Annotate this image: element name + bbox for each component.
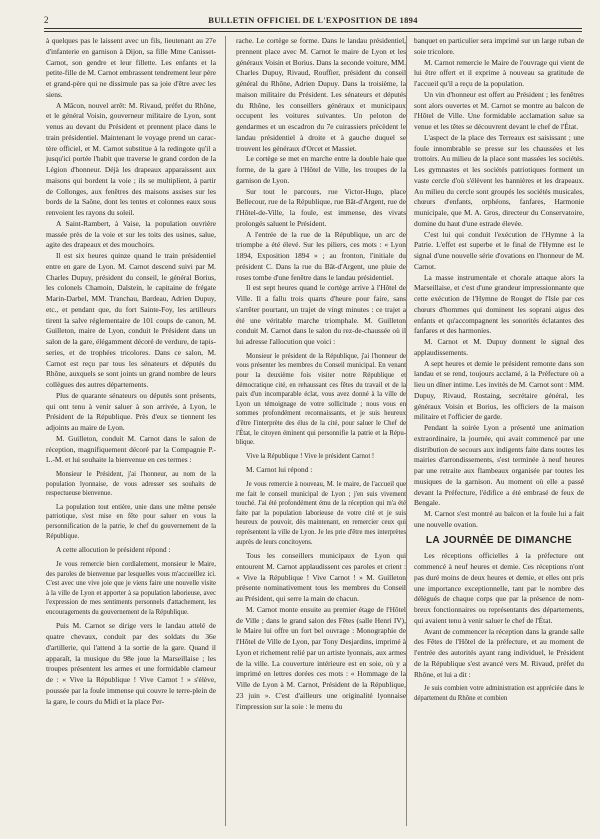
article-paragraph: M. Carnot remercie le Maire de l'ouvrage qui vient de lui être offert et il exprime à nouveau sa gratitude de l'accueil qu'il a reçu de la population. <box>414 57 584 88</box>
article-paragraph: Tous les conseillers municipaux de Lyon qui entourent M. Carnot applaudissent ces paroles et crient : « Vive la République ! Vive Carnot ! » M. Guilleton présente nominativement tous les membres du Conseil au Président, qui serre la main de chacun. <box>236 551 406 604</box>
bulletin-title: BULLETIN OFFICIEL DE L'EXPOSITION DE 1894 <box>208 15 418 25</box>
article-paragraph: Les réceptions officielles à la préfecture ont commencé à neuf heures et demie. Ces réceptions n'ont pas duré moins de deux heures et demie, et elles ont pris une importance exceptionnelle, tant par le nombre des délégués de chaque corps que par la présence de nombreux fonctionnaires ou représentants des départements, qui avaient tenu à venir saluer le chef de l'État. <box>414 551 584 625</box>
text-column-3 <box>414 36 584 826</box>
article-paragraph: Le cortège se met en marche entre la double haie que forme, de la gare à l'Hôtel de Ville, les troupes de la garnison de Lyon. <box>236 154 406 185</box>
article-paragraph: Il est sept heures quand le cortège arrive à l'Hôtel de Ville. Il a fallu trois quarts d'heure pour faire, sans s'arrêter pourtant, un trajet de vingt minutes : ce trajet a été une véritable marche triomphale. M. Guilleton conduit M. Carnot dans le salon du rez-de-chaussée où il lui adresse l'allocution que voici : <box>236 283 406 346</box>
column-divider <box>406 36 407 826</box>
article-paragraph: à quelques pas le laissent avec un fils, lieutenant au 27e d'infanterie en garnison à Dijon, sa fille Mme Canisset-Carnot, son gendre et leur fillette. Les enfants et la petite-fille de M. Carnot embrassent tendrement leur père et grand-père qui ne dissimule pas sa joie d'être avec les siens. <box>46 36 216 99</box>
article-paragraph: Pendant la soirée Lyon a présenté une animation extraordinaire, la journée, qui avait commencé par une distribution de secours aux indigents faite dans toutes les mairies d'arrondissements, s'est terminée à neuf heures par une retraite aux flambeaux organisée par toutes les musiques de la garnison. Au moment où elle a passé devant la Préfecture, l'édifice a été embrasé de feux de Bengale. <box>414 423 584 508</box>
section-heading: LA JOURNÉE DE DIMANCHE <box>425 534 573 546</box>
article-paragraph: A sept heures et demie le président remonte dans son landau et se rend, toujours acclamé, à la Préfecture où a lieu un dîner intime. Les invités de M. Carnot sont : MM. Dupuy, Rivaud, Rostaing, secrétaire général, les généraux Voisin et Borius, les officiers de la maison militaire et l'officier de garde. <box>414 358 584 422</box>
article-paragraph: M. Carnot s'est montré au balcon et la foule lui a fait une nouvelle ovation. <box>414 509 584 529</box>
article-paragraph: Avant de commencer la réception dans la grande salle des Fêtes de l'Hôtel de la préfecture, et au moment de l'entrée des autorités ayant rang individuel, le Président de la République s'est avancé vers M. Rivaud, préfet du Rhône, et lui a dit : <box>414 626 584 679</box>
article-paragraph: Puis M. Carnot se dirige vers le landau attelé de quatre chevaux, conduit par des soldats du 36e d'artillerie, qui l'attend à la sortie de la gare. Quand il apparaît, la musique du 98e joue la Marseillaise ; les troupes présentent les armes et une formidable clameur de : « Vive la République ! Vive Carnot ! » s'élève, poussée par la foule immense qui couvre le terre-plein de la gare, le cours du Midi et la place Per- <box>46 621 216 706</box>
article-paragraph: L'aspect de la place des Terreaux est saisissant ; une foule innombrable se presse sur les chaussées et les trottoirs. Au milieu de la place sont massées les sociétés. Les gymnastes et les sociétés patriotiques forment un vaste cercle d'où s'élèvent les bannières et les drapeaux. Au milieu du cercle sont groupés les sociétés musicales, chœurs d'enfants, orphéons, fanfares, Harmonie municipale, que M. A. Gros, directeur du Conservatoire, domine du haut d'une estrade élevée. <box>414 132 584 228</box>
article-paragraph: La population tout entière, unie dans une même pensée patriotique, s'est mise en fête pour saluer en vous la personnification de la patrie, le chef du gouvernement de la République. <box>46 503 216 540</box>
article-paragraph: rache. Le cortège se forme. Dans le landau présidentiel, prennent place avec M. Carnot le maire de Lyon et les généraux Voisin et Borius. Dans la seconde voiture, MM. Charles Dupuy, Rivaud, Rouffier, président du conseil général du Rhône, Adrien Dupuy. Dans la troisième, la maison militaire du Président. Les sénateurs et députés du Rhône, les conseillers généraux et municipaux occupent les voitures suivantes. Un peloton de gendarmes et un escadron du 7e cuirassiers précèdent le landau présidentiel à droite et à gauche duquel se trouvent les généraux d'Orcet et Massiet. <box>236 36 406 153</box>
header-rule <box>44 28 582 29</box>
article-paragraph: Je suis combien votre administration est appréciée dans le département du Rhône et combien <box>414 685 584 702</box>
article-paragraph: Plus de quarante sénateurs ou députés sont présents, qui ont tenu à venir saluer à son arrivée, à Lyon, le Président de la République. Près d'eux se tiennent les adjoints au maire de Lyon. <box>46 390 216 432</box>
text-column-2 <box>236 36 406 826</box>
article-paragraph: M. Guilleton, conduit M. Carnot dans le salon de réception, magnifiquement décoré par la Compagnie P.-L.-M. et lui souhaite la bienvenue en ces termes : <box>46 433 216 465</box>
article-paragraph: M. Carnot lui répond : <box>246 465 313 475</box>
article-paragraph: Je vous remercie bien cordialement, monsieur le Maire, des paroles de bienvenue par lesquelles vous m'accueillez ici. C'est avec une vive joie que je viens faire une nouvelle visite à la ville de Lyon et apporter à sa population laborieuse, avec l'expression de mes sentiments personnels d'attachement, les encouragements du gouvernement de la République. <box>46 560 216 616</box>
article-paragraph: La masse instrumentale et chorale attaque alors la Marseillaise, et c'est d'une grandeur impressionnante que cette exécution de l'Hymne de Rouget de l'Isle par ces chœurs d'hommes qui dominent les soprani aigus des enfants et qu'accompagnent les sonorités éclatantes des fanfares et des harmonies. <box>414 272 584 336</box>
page-header <box>44 13 582 29</box>
page-number: 2 <box>44 15 49 25</box>
article-paragraph: Sur tout le parcours, rue Victor-Hugo, place Bellecour, rue de la République, rue Bât-d'Argent, rue de l'Hôtel-de-Ville, la foule, est immense, des vivats prolongés saluent le Président. <box>236 186 406 228</box>
article-paragraph: A l'entrée de la rue de la République, un arc de triomphe a été élevé. Sur les piliers, ces mots : « Lyon 1894, Exposition 1894 » ; au fronton, l'initiale du président C. Dans la rue du Bât-d'Argent, une pluie de roses tombe d'une fenêtre dans le landau présidentiel. <box>236 229 406 282</box>
article-paragraph: Un vin d'honneur est offert au Président ; les fenêtres sont alors ouvertes et M. Carnot se montre au balcon de l'Hôtel de Ville. Une formidable acclamation salue sa venue et les têtes se découvrent devant le chef de l'État. <box>414 89 584 131</box>
article-paragraph: Je vous remercie à nouveau, M. le maire, de l'accueil que me fait le conseil municipal de Lyon ; j'en suis vivement touché. J'ai été profondément ému de la réception qui m'a été faite par la population laborieuse de votre cité et je suis heureux de pouvoir, dès maintenant, en remercier ceux qui représentent la ville de Lyon. Je les prie d'être mes interprètes auprès de leurs concitoyens. <box>236 481 406 546</box>
article-paragraph: A cette allocution le président répond : <box>56 545 171 555</box>
article-paragraph: A Mâcon, nouvel arrêt: M. Rivaud, préfet du Rhône, et le général Voisin, gouverneur militaire de Lyon, sont venus au devant du Président et prennent place dans le train présidentiel. Maintenant le voyage prend un caractère officiel, et M. Carnot substitue à la redingote qu'il a jusqu'ici portée l'habit que traverse le grand cordon de la Légion d'honneur. Déjà les drapeaux apparaissent aux maisons qui bordent la voie ; ils se multiplient, à partir de Collonges, aux fenêtres des maisons assises sur les bords de la Saône, dont les tentes et colonnes eaux sous renvoient les rayons du soleil. <box>46 100 216 217</box>
article-paragraph: M. Carnot et M. Dupuy donnent le signal des applaudissements. <box>414 337 584 357</box>
article-paragraph: Vive la République ! Vive le président Carnot ! <box>246 452 375 460</box>
article-paragraph: banquet en particulier sera imprimé sur un large ruban de soie tricolore. <box>414 36 584 56</box>
article-paragraph: A Saint-Rambert, à Vaise, la population ouvrière massée près de la voie et sur les toits des usines, salue, agite des drapeaux et des mouchoirs. <box>46 218 216 250</box>
column-divider <box>225 36 226 826</box>
text-column-1 <box>46 36 216 826</box>
article-paragraph: Il est six heures quinze quand le train présidentiel entre en gare de Lyon. M. Carnot descend suivi par M. Charles Dupuy, président du conseil, le général Borius, les colonels Chamoin, Dalstein, le capitaine de frégate Marin-Darbel, MM. Tranchau, Bardeau, Adrien Dupuy, etc., et pendant que, du fort Sainte-Foy, les artilleurs tirent la salve réglementaire de 101 coups de canon, M. Guilleton, maire de Lyon, conduit le Président dans un salon de la gare, élégamment décoré de verdure, de tapisseries, et de trophées tricolores. Dans ce salon, M. Carnot est reçu par tous les sénateurs et députés du Rhône, auxquels se sont joints un grand nombre de leurs collègues des autres départements. <box>46 251 216 389</box>
article-paragraph: C'est lui qui conduit l'exécution de l'Hymne à la Patrie. L'effet est superbe et le final de l'Hymne est le signal d'une nouvelle série d'ovations en l'honneur de M. Carnot. <box>414 229 584 271</box>
article-paragraph: Monsieur le président de la République, j'ai l'honneur de vous présenter les membres du Conseil municipal. En venant pour la deuxième fois visiter notre République et démocratique cité, en rehaussant ces fêtes du travail et de la paix d'un incomparable éclat, vous avez donné à la ville de Lyon un témoignage de votre sollicitude ; nous vous en sommes profondément reconnaissants, et je suis heureux d'être l'interprète des élus de la cité, pour saluer le Chef de l'État, le citoyen éminent qui personnifie la patrie et la République. <box>236 352 406 447</box>
header-rule-thin <box>44 31 582 32</box>
article-paragraph: M. Carnot monte ensuite au premier étage de l'Hôtel de Ville ; dans le grand salon des Fêtes (salle Henri IV), le Maire lui offre un fort bel ouvrage : Monographie de l'Hôtel de Ville de Lyon, par Tony Desjardins, imprimé à Lyon et richement relié par un artiste lyonnais, aux armes de la ville. La couverture intérieure est en soie, où y a imprimé en lettres dorées ces mots : « Hommage de la Ville de Lyon à M. Carnot, Président de la République, 23 juin ». C'est d'ailleurs une originalité lyonnaise l'impression sur la soie : le menu du <box>236 604 406 711</box>
article-paragraph: Monsieur le Président, j'ai l'honneur, au nom de la population lyonnaise, de vous adresser ses souhaits de respectueuse bienvenue. <box>46 471 216 498</box>
